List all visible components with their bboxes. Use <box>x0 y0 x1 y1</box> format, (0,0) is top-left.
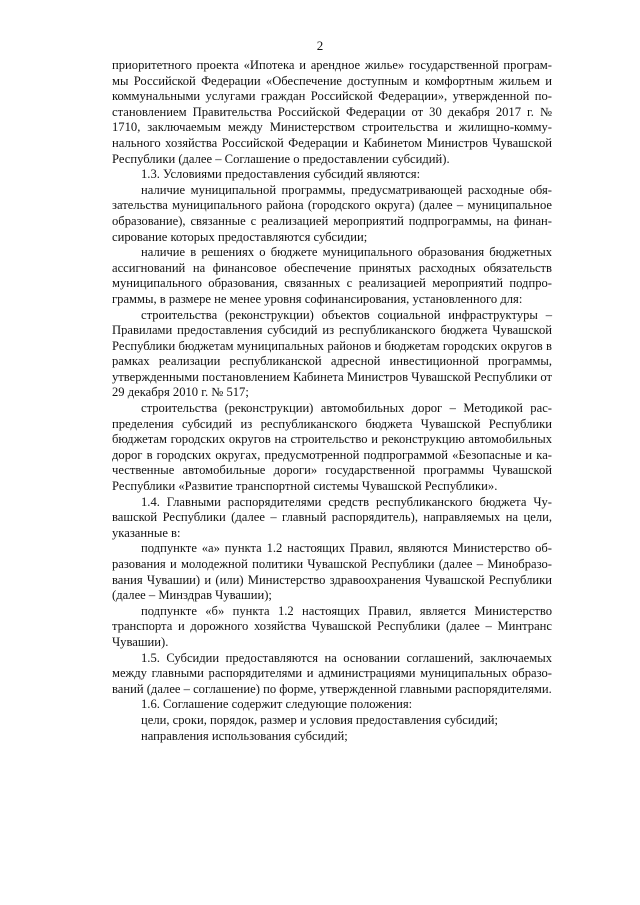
paragraph: направления использования субсидий; <box>141 728 348 743</box>
paragraph: 1.4. Главными распорядителями средств республиканского бюджета Чувашской Республики (далее – главный распорядитель), направляемых на цели, указанные в: <box>112 494 552 540</box>
paragraph: цели, сроки, порядок, размер и условия предоставления субсидий; <box>141 712 498 727</box>
paragraph: наличие муниципальной программы, предусматривающей расходные обязательства муниципального района (городского округа) (далее – муниципальное образование), связанные с реализацией мероприятий подпрограммы, на финансирование которых предоставляются субсидии; <box>112 182 552 244</box>
paragraph: наличие в решениях о бюджете муниципального образования бюджетных ассигнований на финансовое обеспечение принятых расходных обязательств муниципального образования, связанных с реализацией мероприятий подпрограммы, в размере не менее уровня софинансирования, установленного для: <box>112 245 552 306</box>
document-body <box>112 58 552 744</box>
paragraph: приоритетного проекта «Ипотека и арендное жилье» государственной программы Российской Федерации «Обеспечение доступным и комфортным жильем и коммунальными услугами граждан Российской Федерации», утвержденной постановлением Правительства Российской Федерации от 30 декабря 2017 г. № 1710, заключаемым между Министерством строительства и жилищно-коммунального хозяйства Российской Федерации и Кабинетом Министров Чувашской Республики (далее – Соглашение о предоставлении субсидий). <box>112 58 552 166</box>
page-number: 2 <box>316 38 324 53</box>
paragraph: подпункте «б» пункта 1.2 настоящих Правил, является Министерство транспорта и дорожного хозяйства Чувашской Республики (далее – Минтранс Чувашии). <box>112 603 552 649</box>
paragraph: подпункте «а» пункта 1.2 настоящих Правил, являются Министерство образования и молодежной политики Чувашской Республики (далее – Минобразования Чувашии) и (или) Министерство здравоохранения Чувашской Республики (далее – Минздрав Чувашии); <box>112 541 552 603</box>
paragraph: 1.5. Субсидии предоставляются на основании соглашений, заключаемых между главными распорядителями и администрациями муниципальных образований (далее – соглашение) по форме, утвержденной главными распорядителями. <box>112 650 552 696</box>
paragraph: строительства (реконструкции) объектов социальной инфраструктуры – Правилами предоставления субсидий из республиканского бюджета Чувашской Республики бюджетам муниципальных районов и бюджетам городских округов в рамках реализации республиканской адресной инвестиционной программы, утвержденными постановлением Кабинета Министров Чувашской Республики от 29 декабря 2010 г. № 517; <box>112 307 552 400</box>
paragraph: строительства (реконструкции) автомобильных дорог – Методикой распределения субсидий из республиканского бюджета Чувашской Республики бюджетам городских округов на строительство и реконструкцию автомобильных дорог в городских округах, предусмотренной подпрограммой «Безопасные и качественные автомобильные дороги» государственной программы Чувашской Республики «Развитие транспортной системы Чувашской Республики». <box>112 401 552 494</box>
paragraph: 1.3. Условиями предоставления субсидий являются: <box>141 167 421 182</box>
paragraph: 1.6. Соглашение содержит следующие положения: <box>141 697 413 712</box>
